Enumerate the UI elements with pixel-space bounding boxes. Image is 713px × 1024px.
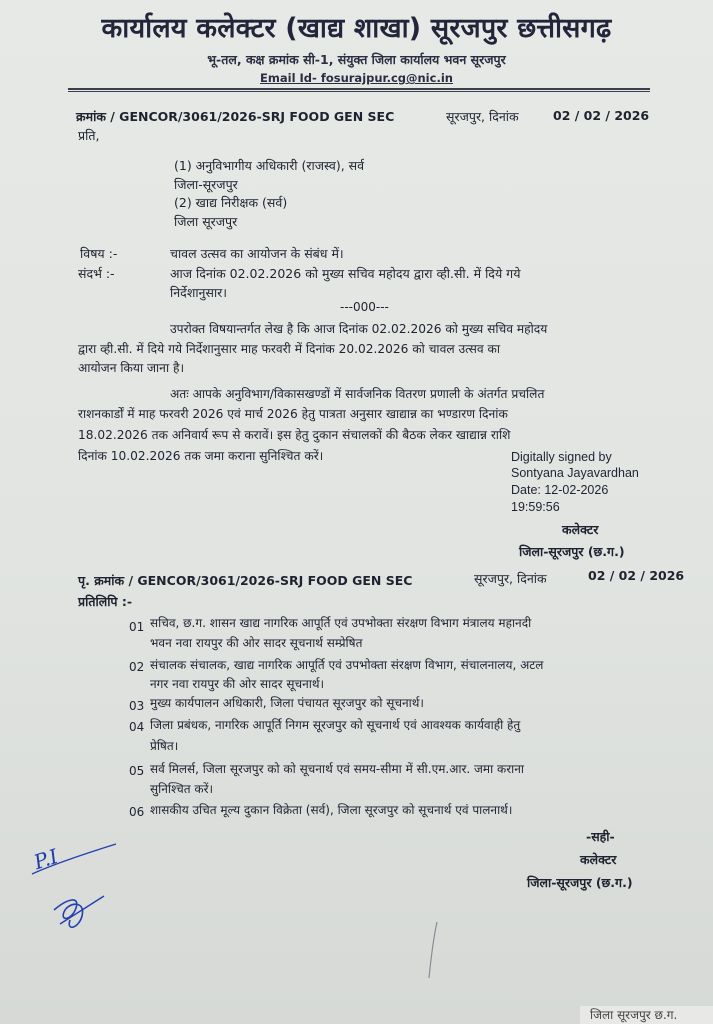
- copy-item-line: सुनिश्चित करें।: [150, 782, 214, 796]
- recipient-line: (1) अनुविभागीय अधिकारी (राजस्व), सर्व: [174, 158, 365, 173]
- header-rule-thin: [68, 91, 650, 92]
- copy-item-number: 01: [129, 620, 145, 634]
- stray-mark-icon: [425, 920, 445, 980]
- copy-item-line: सर्व मिलर्स, जिला सूरजपुर को को सूचनार्थ एवं समय-सीमा में सी.एम.आर. जमा कराना: [150, 762, 525, 776]
- endorsement-place-date: सूरजपुर, दिनांक: [474, 571, 547, 586]
- body-line: दिनांक 10.02.2026 तक जमा कराना सुनिश्चित करें।: [78, 449, 324, 463]
- signed-mark: -सही-: [586, 829, 615, 844]
- copy-item-number: 04: [129, 720, 145, 734]
- body-line: द्वारा व्ही.सी. में दिये गये निर्देशानुसार माह फरवरी में दिनांक 20.02.2026 को चावल उत्सव का: [78, 342, 501, 356]
- endorsement-date: 02 / 02 / 2026: [588, 568, 685, 583]
- signatory-designation: कलेक्टर: [562, 522, 599, 537]
- office-email: Email Id- fosurajpur.cg@nic.in: [260, 71, 453, 85]
- handwritten-scribble-icon: [24, 836, 124, 946]
- reference-label: संदर्भ :-: [78, 266, 115, 281]
- copy-item-line: संचालक संचालक, खाद्य नागरिक आपूर्ति एवं उपभोक्ता संरक्षण विभाग, संचालनालय, अटल: [150, 658, 544, 672]
- body-line: आयोजन किया जाना है।: [78, 361, 185, 375]
- handwritten-note: P.I: [30, 843, 61, 875]
- bottom-signatory-designation: कलेक्टर: [580, 852, 617, 867]
- separator: ---000---: [340, 300, 389, 314]
- copy-item-line: मुख्य कार्यपालन अधिकारी, जिला पंचायत सूरजपुर को सूचनार्थ।: [150, 696, 424, 710]
- copy-item-line: प्रेषित।: [150, 739, 179, 753]
- subject-text: चावल उत्सव का आयोजन के संबंध में।: [170, 246, 344, 261]
- recipient-line: जिला सूरजपुर: [174, 214, 238, 229]
- copy-item-number: 03: [129, 699, 145, 713]
- recipient-line: जिला-सूरजपुर: [174, 177, 238, 192]
- copy-item-number: 02: [129, 660, 145, 674]
- endorsement-ref-no: पृ. क्रमांक / GENCOR/3061/2026-SRJ FOOD GEN SEC: [78, 573, 413, 588]
- to-label: प्रति,: [78, 128, 100, 143]
- digital-signature-date: Date: 12-02-2026: [511, 483, 609, 497]
- reference-text: आज दिनांक 02.02.2026 को मुख्य सचिव महोदय द्वारा व्ही.सी. में दिये गये: [170, 266, 521, 281]
- copy-item-line: शासकीय उचित मूल्य दुकान विक्रेता (सर्व), जिला सूरजपुर को सूचनार्थ एवं पालनार्थ।: [150, 803, 513, 817]
- letter-date: 02 / 02 / 2026: [553, 108, 650, 123]
- subject-label: विषय :-: [80, 246, 118, 261]
- body-line: राशनकार्डों में माह फरवरी 2026 एवं मार्च 2026 हेतु पात्रता अनुसार खाद्यान्न का भण्डारण दिनांक: [78, 407, 508, 421]
- copy-item-number: 05: [129, 764, 145, 778]
- body-line: उपरोक्त विषयान्तर्गत लेख है कि आज दिनांक 02.02.2026 को मुख्य सचिव महोदय: [170, 322, 548, 336]
- body-line: अतः आपके अनुविभाग/विकासखण्डों में सार्वजनिक वितरण प्रणाली के अंतर्गत प्रचलित: [170, 387, 545, 401]
- digital-signature-name: Sontyana Jayavardhan: [511, 466, 639, 480]
- copy-item-line: नगर नवा रायपुर की ओर सादर सूचनार्थ।: [150, 677, 325, 691]
- reference-text: निर्देशानुसार।: [170, 285, 228, 300]
- copy-label: प्रतिलिपि :-: [78, 594, 133, 609]
- copy-item-number: 06: [129, 805, 145, 819]
- copy-item-line: सचिव, छ.ग. शासन खाद्य नागरिक आपूर्ति एवं उपभोक्ता संरक्षण विभाग मंत्रालय महानदी: [150, 616, 532, 630]
- signatory-district: जिला-सूरजपुर (छ.ग.): [519, 544, 625, 559]
- letter-place-date: सूरजपुर, दिनांक: [446, 109, 519, 124]
- digital-signature-line: Digitally signed by: [511, 450, 612, 464]
- copy-item-line: भवन नवा रायपुर की ओर सादर सूचनार्थ सम्प्रेषित: [150, 636, 363, 650]
- digital-signature-time: 19:59:56: [511, 500, 560, 514]
- office-address: भू-तल, कक्ष क्रमांक सी-1, संयुक्त जिला कार्यालय भवन सूरजपुर: [207, 52, 506, 67]
- bottom-signatory-district: जिला-सूरजपुर (छ.ग.): [527, 875, 633, 890]
- body-line: 18.02.2026 तक अनिवार्य रूप से करावें। इस हेतु दुकान संचालकों की बैठक लेकर खाद्यान्न राशि: [78, 428, 511, 442]
- header-rule: [68, 88, 650, 90]
- recipient-line: (2) खाद्य निरीक्षक (सर्व): [174, 195, 288, 210]
- footer-fragment: जिला सूरजपुर छ.ग.: [580, 1006, 713, 1024]
- copy-item-line: जिला प्रबंधक, नागरिक आपूर्ति निगम सूरजपुर को सूचनार्थ एवं आवश्यक कार्यवाही हेतु: [150, 718, 521, 732]
- letter-ref-no: क्रमांक / GENCOR/3061/2026-SRJ FOOD GEN SEC: [76, 109, 395, 124]
- office-title: कार्यालय कलेक्टर (खाद्य शाखा) सूरजपुर छत्तीसगढ़: [101, 13, 612, 44]
